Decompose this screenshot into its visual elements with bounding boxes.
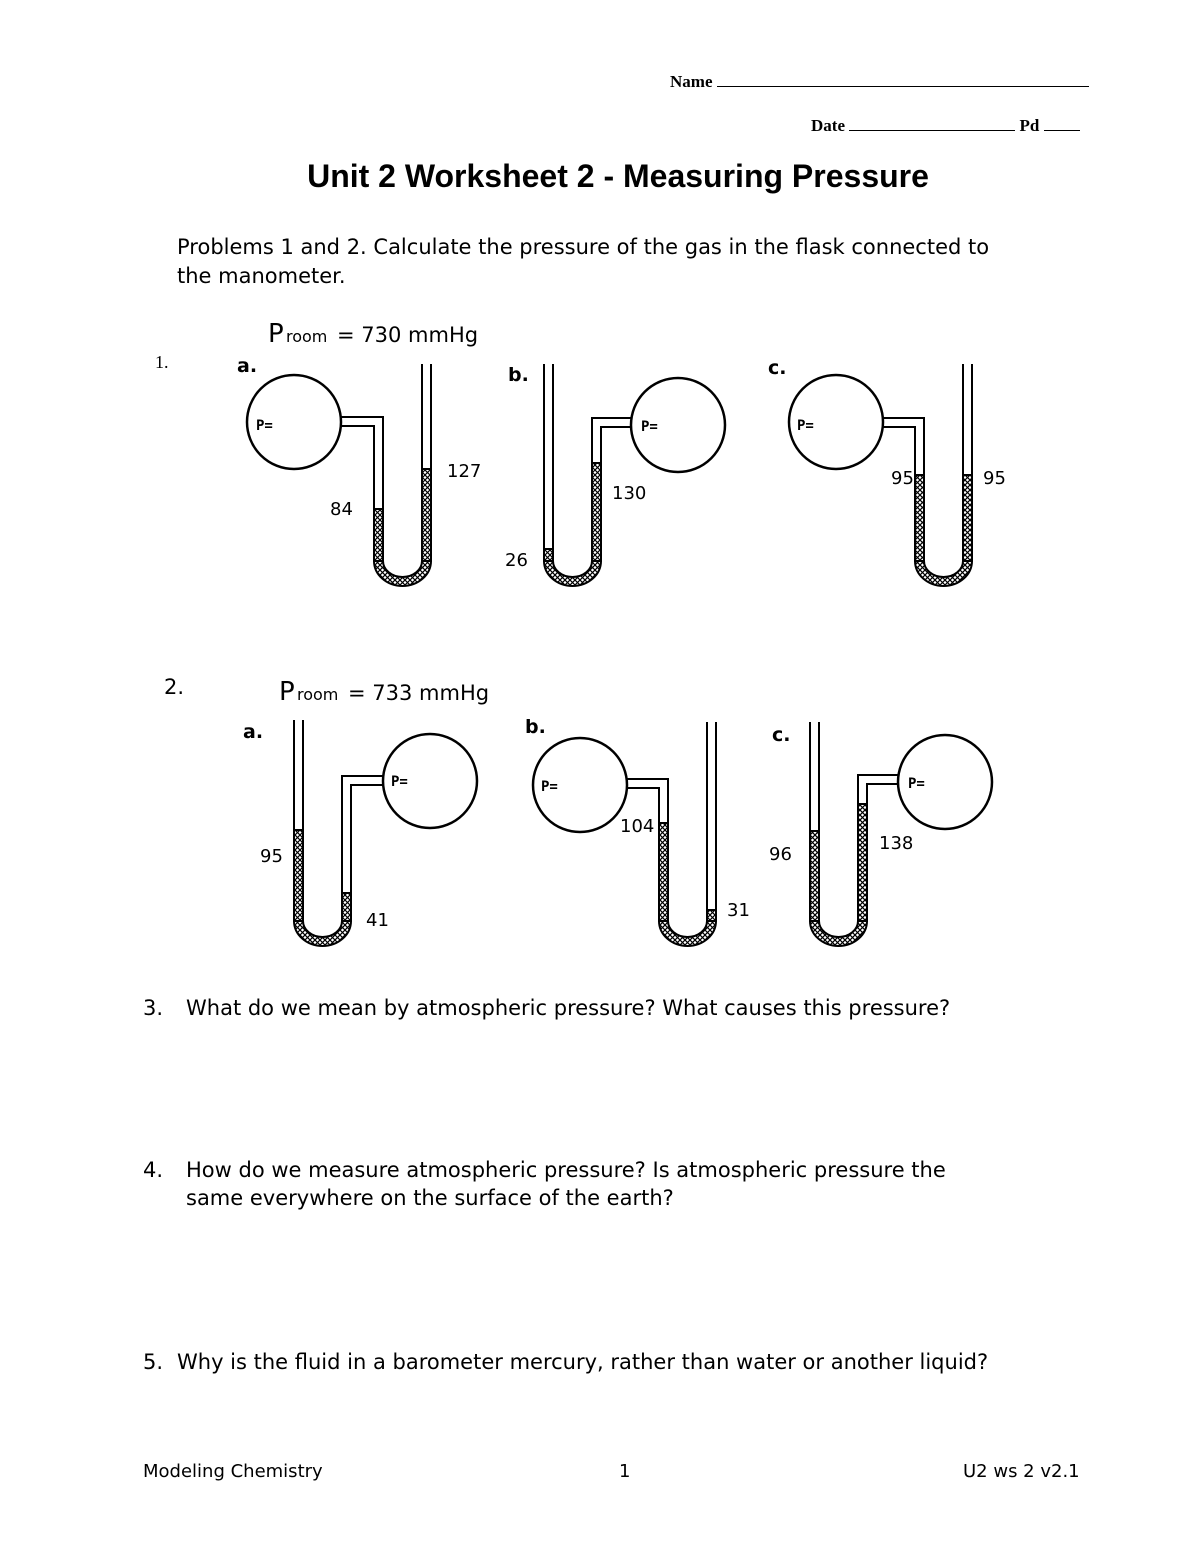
manometer-2b xyxy=(525,716,750,946)
manometer-1c xyxy=(768,357,1006,586)
level-1c-right: 95 xyxy=(983,468,1006,489)
level-2c-right: 138 xyxy=(879,833,914,854)
flask-label-1a: P= xyxy=(256,418,273,434)
period-label: Pd xyxy=(1019,116,1040,135)
level-2b-right: 31 xyxy=(727,900,750,921)
question-5-number: 5. xyxy=(143,1350,164,1374)
problem1-number: 1. xyxy=(155,352,169,372)
intro-line-2: the manometer. xyxy=(177,264,346,288)
level-1b-right: 130 xyxy=(612,483,647,504)
label-1b: b. xyxy=(508,364,529,386)
level-2b-left: 104 xyxy=(620,816,655,837)
label-1c: c. xyxy=(768,357,787,379)
flask-label-2a: P= xyxy=(391,774,408,790)
flask-label-2c: P= xyxy=(908,776,925,792)
footer-left: Modeling Chemistry xyxy=(143,1461,323,1482)
page-title: Unit 2 Worksheet 2 - Measuring Pressure xyxy=(307,158,929,194)
level-1a-right: 127 xyxy=(447,461,482,482)
problem2-proom-p: P xyxy=(279,677,295,707)
problem2-number: 2. xyxy=(164,675,185,699)
intro-line-1: Problems 1 and 2. Calculate the pressure of the gas in the flask connected to xyxy=(177,235,990,259)
flask-label-1b: P= xyxy=(641,419,658,435)
level-2a-left: 95 xyxy=(260,846,283,867)
question-3-number: 3. xyxy=(143,996,164,1020)
manometer-1b xyxy=(505,364,725,586)
question-3-text: What do we mean by atmospheric pressure? What causes this pressure? xyxy=(186,996,951,1020)
manometer-2c xyxy=(769,722,992,946)
label-2c: c. xyxy=(772,724,791,746)
question-4-number: 4. xyxy=(143,1158,164,1182)
problem2-proom-sub: room xyxy=(297,685,339,704)
flask-label-1c: P= xyxy=(797,418,814,434)
question-4-text: How do we measure atmospheric pressure? Is atmospheric pressure the xyxy=(186,1158,946,1182)
question-5-text: Why is the fluid in a barometer mercury, rather than water or another liquid? xyxy=(177,1350,989,1374)
manometer-1a xyxy=(237,355,481,586)
problem1-proom-sub: room xyxy=(286,327,328,346)
problem1-proom-value: = 730 mmHg xyxy=(337,323,479,347)
level-1c-left: 95 xyxy=(891,468,914,489)
footer-page-number: 1 xyxy=(619,1461,631,1482)
label-2b: b. xyxy=(525,716,546,738)
label-2a: a. xyxy=(243,721,264,743)
flask-label-2b: P= xyxy=(541,779,558,795)
problem1-proom-p: P xyxy=(268,319,284,349)
footer-right: U2 ws 2 v2.1 xyxy=(963,1461,1080,1482)
name-label: Name xyxy=(670,72,713,91)
level-1b-left: 26 xyxy=(505,550,528,571)
level-2c-left: 96 xyxy=(769,844,792,865)
date-label: Date xyxy=(811,116,845,135)
problem2-proom-value: = 733 mmHg xyxy=(348,681,490,705)
level-2a-right: 41 xyxy=(366,910,389,931)
level-1a-left: 84 xyxy=(330,499,353,520)
manometer-2a xyxy=(243,720,477,946)
question-4-text-line2: same everywhere on the surface of the earth? xyxy=(186,1186,674,1210)
label-1a: a. xyxy=(237,355,258,377)
